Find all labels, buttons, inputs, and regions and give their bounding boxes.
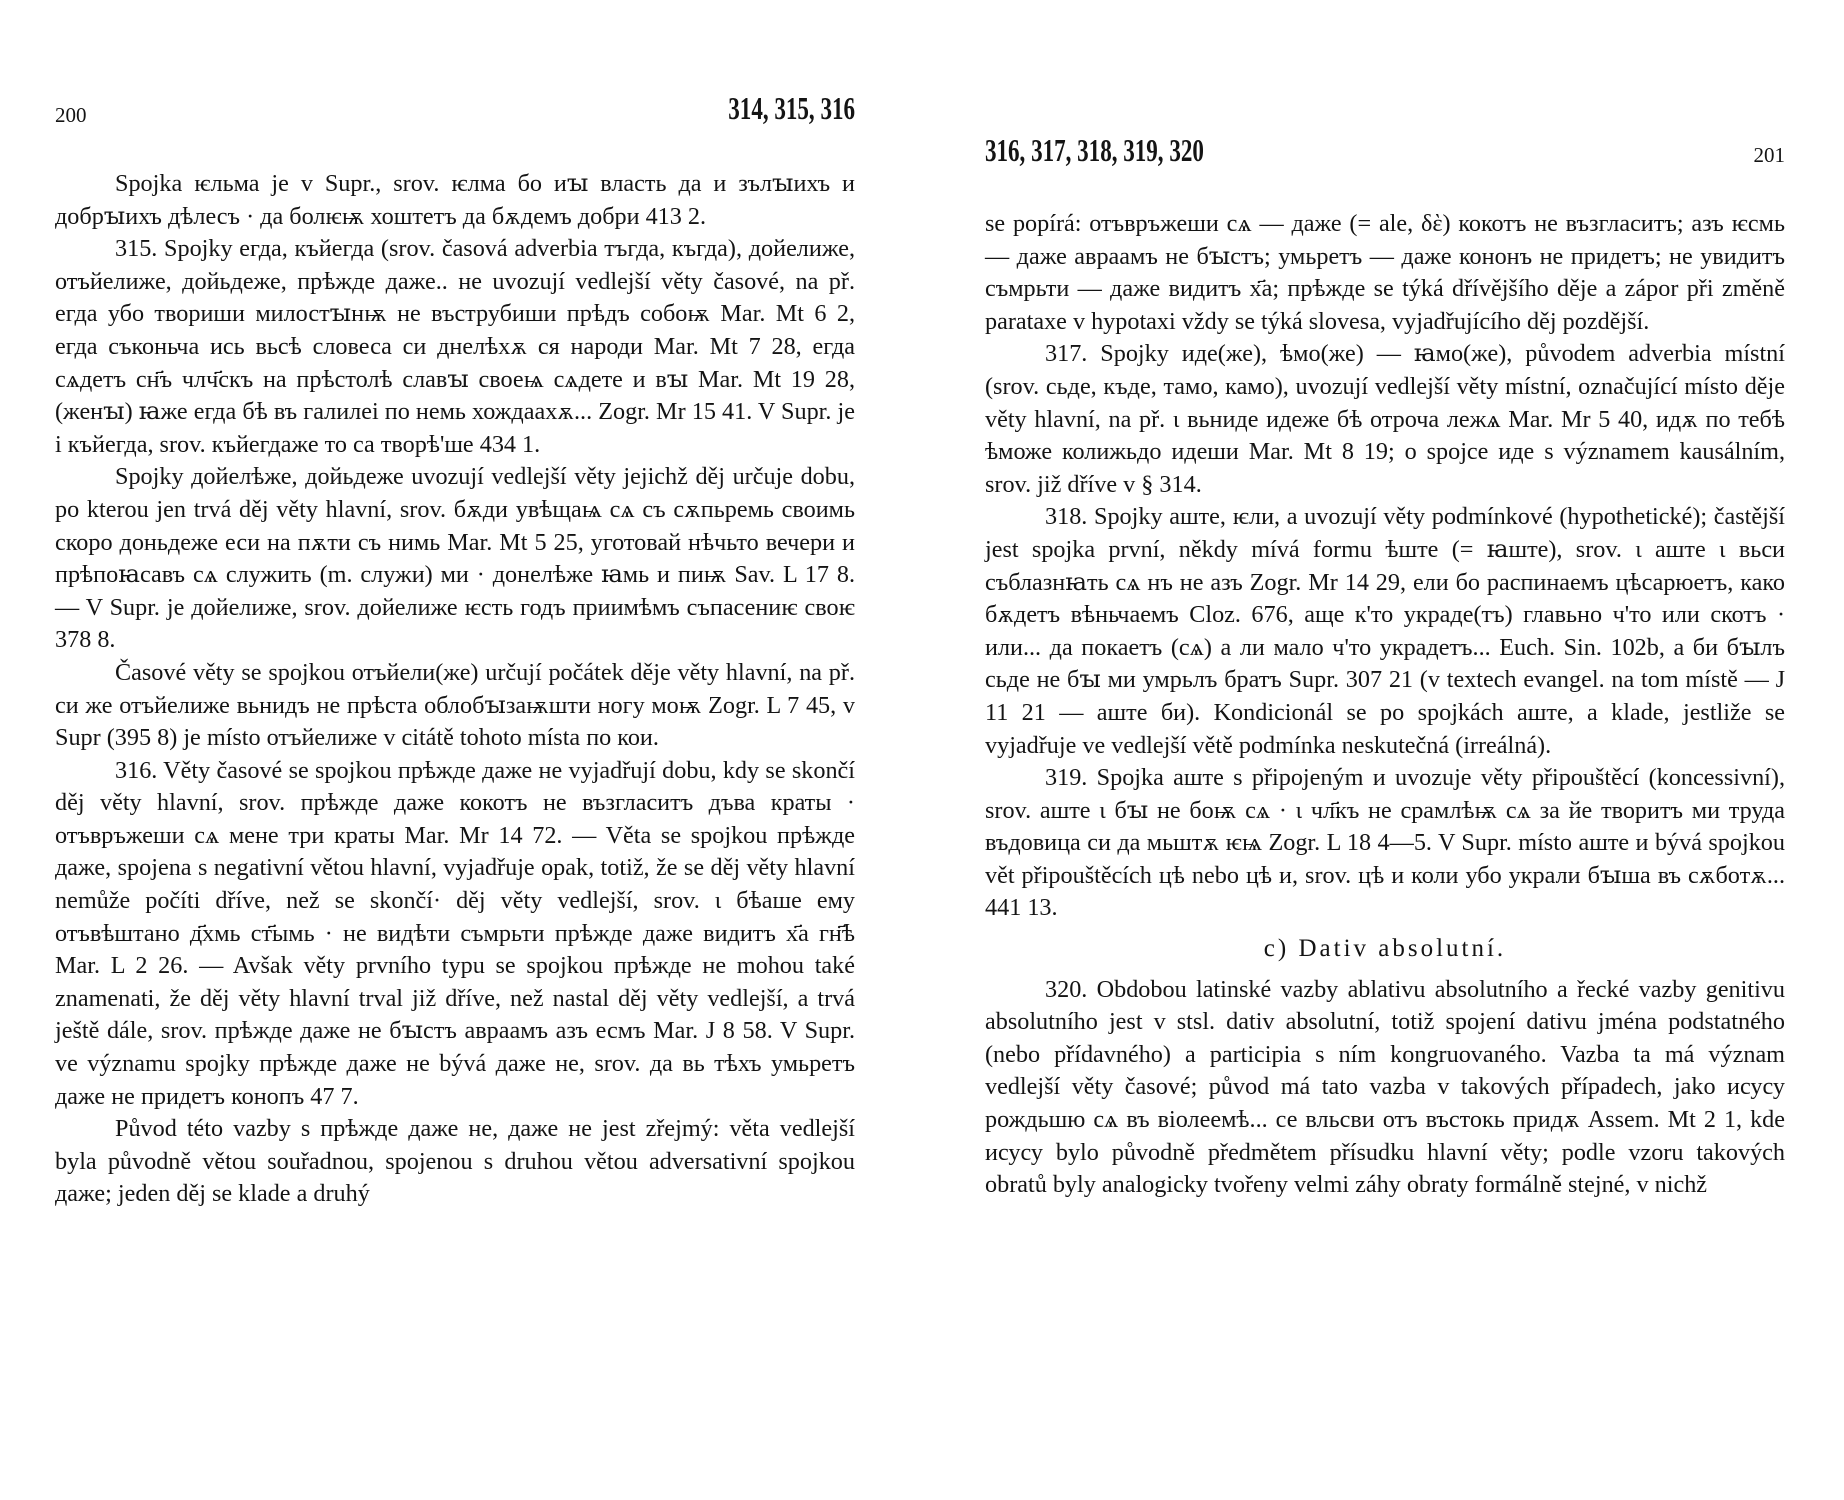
paragraph: Původ této vazby s прѣжде даже не, даже не jest zřejmý: věta vedlejší byla původně větou souřadnou, spojenou s druhou větou adversativní spojkou даже; jeden děj se klade a druhý	[55, 1115, 855, 1208]
paragraph-section-318: 318. Spojky аште, ѥли, а uvozují věty podmínkové (hypothetické); častější jest spojka první, někdy mívá formu ѣште (= ꙗште), srov. ι аште ι вьси съблазнꙗть сѧ нъ не азъ Zogr. Mr 14 29, ели бо распинаемъ цѣсарюетъ, како бѫдетъ вѣньчаемъ Cloz. 676, аще к'то украде(тъ) главьно ч'то или скотъ · или... да покаетъ (сѧ) а ли мало ч'то украдетъ... Euch. Sin. 102b, а би бꙑлъ сьде не бꙑ ми умрьлъ братъ Supr. 307 21 (v textech evangel. na tom místě — J 11 21 — аште би). Kondicionál se po spojkách аште, а klade, jestliže se vyjadřuje ve vedlejší větě podmínka neskutečná (irreálná).	[985, 503, 1785, 759]
paragraph-section-319: 319. Spojka аште s připojeným и uvozuje věty připouštěcí (koncessivní), srov. аште ι бꙑ не боѭ сѧ · ι чл҃къ не срамлѣѭ сѧ за йе творитъ ми труда въдовица си да мьштѫ ѥѩ Zogr. L 18 4—5. V Supr. místo аште и bývá spojkou vět připouštěcích цѣ nebo цѣ и, srov. цѣ и коли убо украли бꙑша въ сѫботѫ... 441 13.	[985, 764, 1785, 922]
paragraph-section-317: 317. Spojky иде(же), ѣмо(же) — ꙗмо(же), původem adverbia místní (srov. сьде, къде, тамо, камо), uvozují vedlejší věty místní, označující místo děje věty hlavní, na př. ι вьниде идеже бѣ отроча лежѧ Mar. Mr 5 40, идѫ по тебѣ ѣможе колижьдо идеши Mar. Mt 8 19; o spojce иде s významem kausálním, srov. již dříve v § 314.	[985, 340, 1785, 498]
paragraph-section-316: 316. Věty časové se spojkou прѣжде даже не vyjadřují dobu, kdy se skončí děj věty hlavní, srov. прѣжде даже кокотъ не възгласитъ дъва краты · отъвръжеши сѧ мене три краты Mar. Mr 14 72. — Věta se spojkou прѣжде даже, spojena s negativní větou hlavní, vyjadřuje opak, totiž, že se děj věty hlavní nemůže počíti dříve, než se skončí· děj věty vedlejší, srov. ι бѣаше ему отъвѣштано д҃хмь ст҃ымь · не видѣти съмрьти прѣжде даже видитъ х҃а гн҃ѣ Mar. L 2 26. — Avšak věty prvního typu se spojkou прѣжде не mohou také znamenati, že děj věty hlavní trval již dříve, než nastal děj věty vedlejší, a trvá ještě dále, srov. прѣжде даже не бꙑстъ авраамъ азъ есмъ Mar. J 8 58. V Supr. ve významu spojky прѣжде даже не bývá даже не, srov. да вь тѣхъ умьретъ даже не придетъ конопъ 47 7.	[55, 756, 855, 1110]
paragraph-section-320: 320. Obdobou latinské vazby ablativu absolutního a řecké vazby genitivu absolutního jest v stsl. dativ absolutní, totiž spojení dativu jména podstatného (nebo přídavného) a participia s ním kongruovaného. Vazba ta má význam vedlejší věty časové; původ má tato vazba v takových případech, jako исусу рождьшю сѧ въ віолеемѣ... се вльсви отъ въстокь придѫ Assem. Mt 2 1, kde исусу bylo původně předmětem přísudku hlavní věty; podle vzoru takových obratů byly analogicky tvořeny velmi záhy obraty formálně stejné, v nichž	[985, 975, 1785, 1199]
page-number: 200	[55, 103, 87, 127]
left-page-body	[55, 168, 855, 1211]
left-page	[55, 0, 855, 1208]
right-page	[985, 0, 1785, 1199]
right-page-body	[985, 208, 1785, 1202]
page-number: 201	[1753, 143, 1785, 167]
paragraph: Časové věty se spojkou отъйели(же) určují počátek děje věty hlavní, na př. си же отъйелиже вьнидъ не прѣста облобꙑзаѭшти ногу моѭ Zogr. L 7 45, v Supr (395 8) je místo отъйелиже v citátě tohoto místa по кои.	[55, 658, 855, 752]
paragraph: Spojky дойелѣже, дойьдеже uvozují vedlejší věty jejichž děj určuje dobu, po kterou jen trvá děj věty hlavní, srov. бѫди увѣщаѩ сѧ съ сѫпьремь своимь скоро доньдеже еси на пѫти съ нимь Mar. Mt 5 25, уготовай нѣчьто вечери и прѣпоꙗсавъ сѧ служить (m. служи) ми · донелѣже ꙗмь и пиѭ Sav. L 17 8. — V Supr. je дойелиже, srov. дойелиже ѥсть годъ приимѣмъ съпасениѥ своѥ 378 8.	[55, 463, 855, 654]
section-range: 314, 315, 316	[728, 90, 855, 126]
paragraph-continued: se popírá: отъвръжеши сѧ — даже (= ale, δὲ) кокотъ не възгласитъ; азъ ѥсмь — даже авраамъ не бꙑстъ; умьретъ — даже кононъ не придетъ; не увидитъ съмрьти — даже видитъ х҃а; прѣжде se týká dřívějšího děje a zápor při změně parataxe v hypotaxi vždy se týká slovesa, vyjadřujícího děj pozdější.	[985, 210, 1785, 335]
left-page-header	[55, 0, 855, 127]
subheading: c) Dativ absolutní.	[1263, 935, 1507, 963]
paragraph-section-315: 315. Spojky егда, къйегда (srov. časová adverbia тъгда, къгда), дойелиже, отъйелиже, дойьдеже, прѣжде даже.. не uvozují vedlejší věty časové, na př. егда убо твориши милостꙑнѭ не въструбиши прѣдъ собоѭ Mar. Mt 6 2, егда съконьча ись вьсѣ словеса си днелѣхѫ ся народи Mar. Mt 7 28, егда сѧдетъ сн҃ъ члч҃скъ на прѣстолѣ славꙑ своеѩ сѧдете и вꙑ Mar. Mt 19 28, (женꙑ) ꙗже егда бѣ въ галилеi по немь хождаахѫ... Zogr. Mr 15 41. V Supr. je i къйегда, srov. къйегдаже то са творѣ'ше 434 1.	[55, 235, 855, 458]
section-range: 316, 317, 318, 319, 320	[985, 132, 1204, 168]
paragraph: Spojka ѥльма je v Supr., srov. ѥлма бо иꙑ власть да и зълꙑихъ и добрꙑихъ дѣлесъ · да болѥѭ хоштетъ да бѫдемъ добри 413 2.	[55, 170, 855, 230]
right-page-header	[985, 0, 1785, 168]
